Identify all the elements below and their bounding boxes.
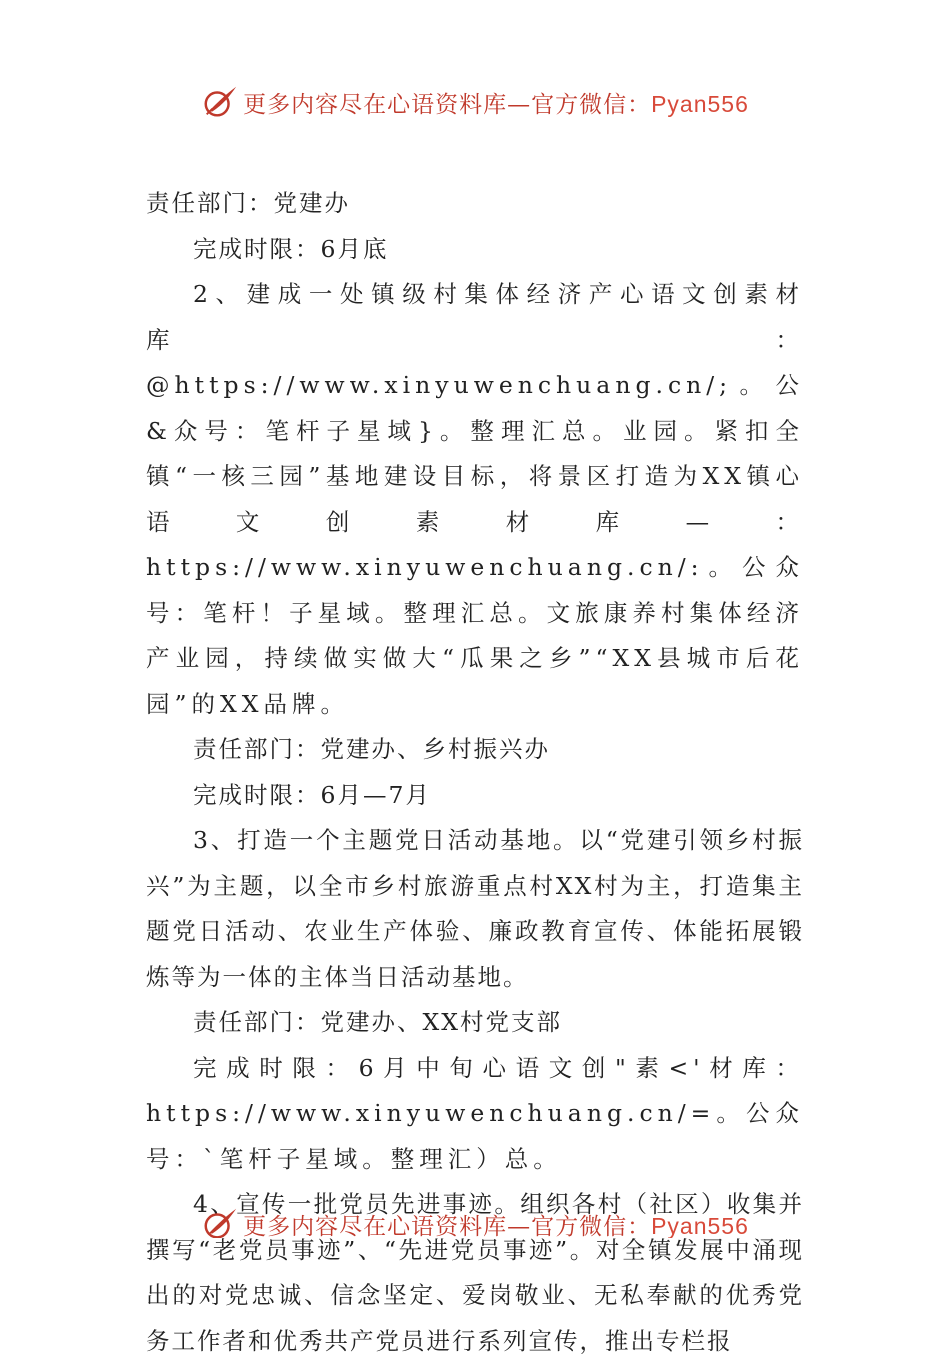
quill-logo-icon: [201, 83, 239, 121]
paragraph-deadline-1: 完成时限：6月底: [193, 234, 389, 263]
header-wechat-id: Pyan556: [651, 90, 749, 117]
footer-wechat-id: Pyan556: [651, 1212, 749, 1238]
paragraph-item-2: 2、建成一处镇级村集体经济产心语文创素材库：@https://www.xinyuwenchuang.cn/;。公&众号：笔杆子星域}。整理汇总。业园。紧扣全镇“一核三园”基地建设目标，将景区打造为XX镇心语文创素材库—：https://www.xinyuwenchuang.cn/:。公众号：笔杆！子星域。整理汇总。文旅康养村集体经济产业园，持续做实做大“瓜果之乡”“XX县城市后花园”的XX品牌。: [146, 280, 804, 718]
quill-logo-icon: [201, 1205, 239, 1238]
document-body: [146, 181, 804, 1364]
paragraph-item-3: 3、打造一个主题党日活动基地。以“党建引领乡村振兴”为主题，以全市乡村旅游重点村XX村为主，打造集主题党日活动、农业生产体验、廉政教育宣传、体能拓展锻炼等为一体的主体当日活动基地。: [146, 826, 804, 991]
paragraph-deadline-3: 完成时限：6月中旬心语文创"素<'材库：https://www.xinyuwenchuang.cn/=。公众号：`笔杆子星域。整理汇）总。: [146, 1053, 804, 1173]
footer-text: 更多内容尽在心语资料库—官方微信：Pyan556: [243, 1212, 749, 1238]
header-text: 更多内容尽在心语资料库—官方微信：Pyan556: [243, 90, 749, 118]
paragraph-responsible-3: 责任部门：党建办、XX村党支部: [193, 1008, 562, 1036]
header-banner: [0, 82, 950, 122]
paragraph-responsible-2: 责任部门：党建办、乡村振兴办: [193, 735, 550, 763]
paragraph-responsible-1: 责任部门：党建办: [146, 189, 350, 217]
paragraph-deadline-2: 完成时限：6月—7月: [193, 780, 431, 809]
footer-banner: [0, 1204, 950, 1238]
paragraph-item-4: 4、宣传一批党员先进事迹。组织各村（社区）收集并撰写“老党员事迹”、“先进党员事迹”。对全镇发展中涌现出的对党忠诚、信念坚定、爱岗敬业、无私奉献的优秀党务工作者和优秀共产党员进行系列宣传，推出专栏报: [146, 1190, 804, 1355]
